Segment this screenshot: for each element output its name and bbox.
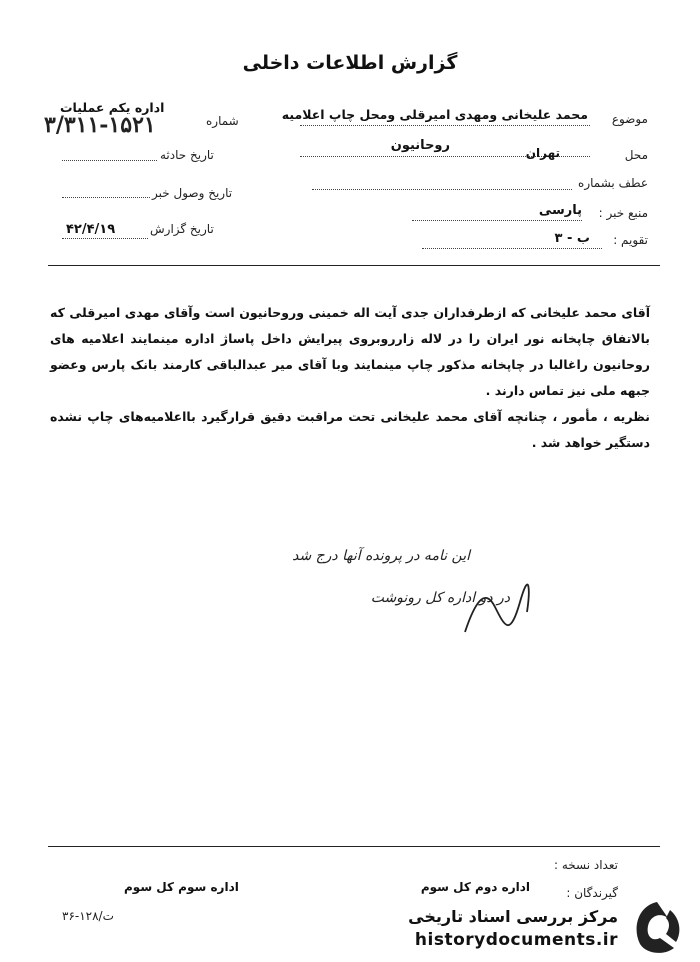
evaluation-label: تقویم :	[613, 233, 648, 247]
subject-value: محمد علیخانی ومهدی امیرقلی ومحل چاپ اعلامیه	[281, 107, 588, 122]
incident-date-label: تاریخ حادثه	[160, 148, 214, 162]
source-value: پارسی	[538, 203, 582, 218]
subject-dotted-line	[300, 125, 590, 126]
assessment-paragraph: نظریه ، مأمور ، چنانچه آقای محمد علیخانی تحت مراقبت دقیق قرارگیرد بااعلامیه‌های چاپ نشده دستگیر خواهد شد .	[50, 409, 650, 450]
handwritten-note-line-1: این نامه در پرونده آنها درج شد	[292, 548, 470, 564]
recipients-label: گیرندگان :	[566, 886, 618, 900]
report-title: گزارش اطلاعات داخلی	[242, 52, 458, 74]
document-code: ۳۶-۱۲۸/ت	[62, 909, 114, 923]
source-dotted-line	[412, 220, 582, 221]
source-label: منبع خبر :	[598, 206, 648, 220]
office-label: اداره یکم عملیات	[60, 100, 165, 115]
number-value: ۳/۳۱۱-۱۵۲۱	[44, 112, 156, 138]
reference-dotted-line	[312, 189, 572, 190]
receipt-date-label: تاریخ وصول خبر	[152, 186, 233, 200]
evaluation-value: ب - ۳	[554, 231, 590, 246]
footer-divider	[48, 846, 660, 847]
header-divider	[48, 265, 660, 266]
recipient-2: اداره سوم کل سوم	[124, 880, 239, 894]
handwritten-signature-icon	[455, 582, 535, 642]
place-value: تهران	[525, 146, 560, 160]
subject-label: موضوع	[611, 112, 648, 126]
receipt-date-dotted-line	[62, 197, 150, 198]
incident-date-dotted-line	[62, 160, 157, 161]
archive-logo-icon	[630, 898, 684, 958]
place-label: محل	[624, 148, 648, 162]
report-paragraph: آقای محمد علیخانی که ازطرفداران جدی آیت اله خمینی وروحانیون است وآقای مهدی امیرقلی که بالاتفاق چاپخانه نور ایران را در لاله زارروبروی پیرایش داخل پاساژ اداره مینمایند اعلامیه های روحانیون راغالبا در چاپخانه مذکور چاپ مینمایند وبا آقای میر عبدالباقی کارمند بانک پارس وعضو جبهه ملی نیز تماس دارند .	[50, 305, 650, 398]
report-date-label: تاریخ گزارش	[150, 222, 214, 236]
report-date-value: ۴۲/۴/۱۹	[66, 222, 116, 237]
subject-value-continued: روحانیون	[390, 138, 450, 153]
handwritten-note-line-2: در دو اداره کل رونوشت	[370, 590, 510, 606]
report-date-dotted-line	[62, 238, 148, 239]
evaluation-dotted-line	[422, 248, 602, 249]
recipient-1: اداره دوم کل سوم	[420, 880, 530, 894]
archive-url: historydocuments.ir	[414, 930, 618, 950]
report-body	[50, 300, 650, 456]
copies-label: تعداد نسخه :	[553, 858, 618, 872]
reference-label: عطف بشماره	[578, 176, 648, 190]
archive-name: مرکز بررسی اسناد تاریخی	[408, 907, 618, 926]
number-label: شماره	[206, 114, 239, 128]
